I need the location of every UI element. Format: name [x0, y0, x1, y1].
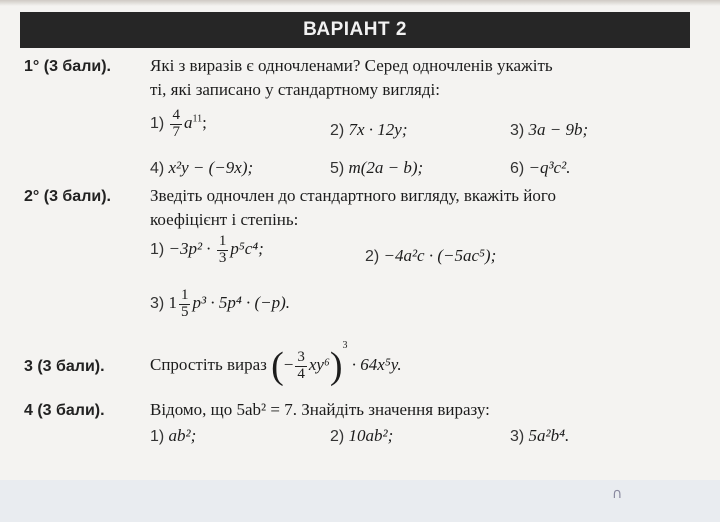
fraction: $\frac{1}{5}$: [180, 287, 189, 320]
task3-number: 3 (3 бали).: [24, 358, 105, 375]
fraction: $\frac{4}{7}$: [172, 107, 180, 140]
fraction: $\frac{3}{4}$: [297, 348, 305, 382]
task2-item3: 3) 1 $\frac{1}{5}$ p³ · 5p⁴ · (−p).: [150, 287, 291, 320]
page-top-edge: [0, 0, 720, 6]
task1-number: 1° (3 бали).: [24, 58, 111, 75]
cursor-icon: ∩: [612, 486, 623, 502]
task1-item5: 5) m(2a − b);: [330, 158, 424, 177]
task4-text: Відомо, що 5ab² = 7. Знайдіть значення виразу:: [150, 400, 490, 419]
variant-banner: [20, 12, 690, 48]
task4-item2: 2) 10ab²;: [330, 426, 394, 445]
task1-item2: 2) 7x · 12y;: [330, 120, 408, 139]
task4-item3: 3) 5a²b⁴.: [510, 426, 570, 445]
task2-item2: 2) −4a²c · (−5ac⁵);: [365, 246, 497, 265]
task3-expression: Спростіть вираз (− $\frac{3}{4}$ xy⁶)$^3$ · 64x⁵y.: [150, 340, 402, 388]
task4-item1: 1) ab²;: [150, 426, 197, 445]
task1-item1: 1) $\frac{4}{7}$ $a^{11}$;: [150, 107, 207, 140]
task1-text-line1: Які з виразів є одночленами? Серед одночленів укажіть: [150, 56, 553, 75]
task1-item6: 6) −q³c².: [510, 158, 571, 177]
task4-number: 4 (3 бали).: [24, 402, 105, 419]
task3-text: Спростіть вираз: [150, 355, 267, 374]
task2-text-line1: Зведіть одночлен до стандартного вигляду, вкажіть його: [150, 186, 556, 205]
fraction: $\frac{1}{3}$: [218, 233, 227, 266]
item-number: 1): [150, 115, 165, 133]
task2-item1: 1) −3p² · $\frac{1}{3}$ p⁵c⁴;: [150, 233, 264, 266]
variant-title: ВАРІАНТ 2: [303, 19, 407, 40]
task1-text-line2: ті, які записано у стандартному вигляді:: [150, 80, 440, 99]
task2-text-line2: коефіцієнт і степінь:: [150, 210, 299, 229]
task1-item4: 4) x²y − (−9x);: [150, 158, 254, 177]
task2-number: 2° (3 бали).: [24, 188, 111, 205]
task1-item3: 3) 3a − 9b;: [510, 120, 589, 139]
